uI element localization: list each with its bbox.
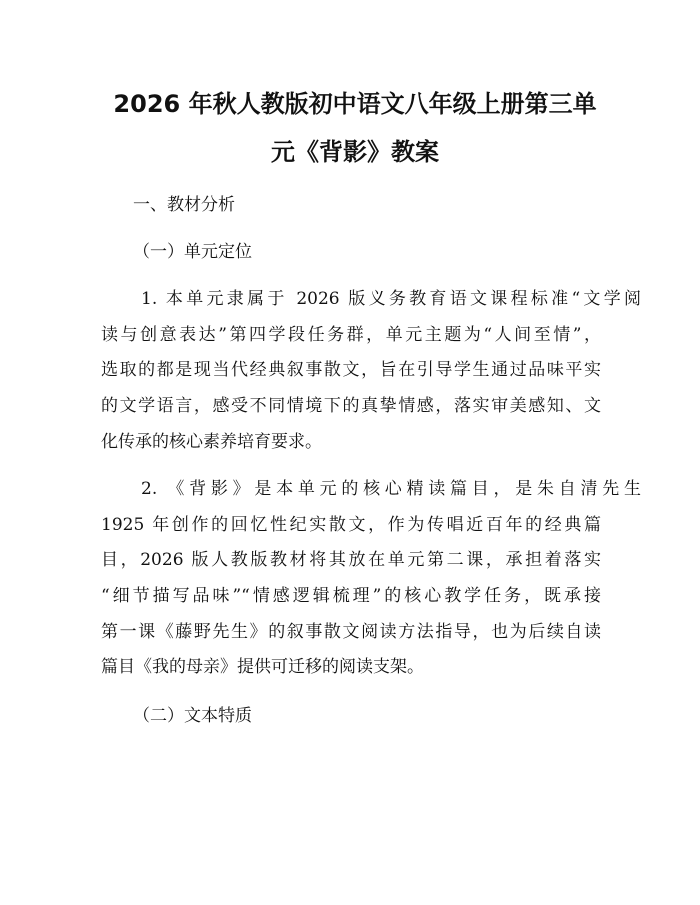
paragraph-line: 化传承的核心素养培育要求。 xyxy=(101,431,322,452)
paragraph-line: 第一课《藤野先生》的叙事散文阅读方法指导，也为后续自读 xyxy=(101,621,601,642)
paragraph-text-position xyxy=(101,477,641,691)
paragraph-line: 2. 《背影》是本单元的核心精读篇目，是朱自清先生 xyxy=(141,479,641,499)
document-title-line-2: 元《背影》教案 xyxy=(271,138,439,166)
paragraph-line: 选取的都是现当代经典叙事散文，旨在引导学生通过品味平实 xyxy=(101,360,601,381)
document-title-line-1: 2026 年秋人教版初中语文八年级上册第三单 xyxy=(113,90,597,118)
paragraph-line: 读与创意表达”第四学段任务群，单元主题为“人间至情”， xyxy=(101,324,601,345)
paragraph-line: “细节描写品味”“情感逻辑梳理”的核心教学任务，既承接 xyxy=(101,586,601,607)
paragraph-unit-positioning xyxy=(101,287,641,465)
section-heading-textbook-analysis: 一、教材分析 xyxy=(133,195,235,215)
subsection-heading-text-features: （二）文本特质 xyxy=(133,706,252,726)
subsection-heading-unit-positioning: （一）单元定位 xyxy=(133,242,252,262)
paragraph-line: 的文学语言，感受不同情境下的真挚情感，落实审美感知、文 xyxy=(101,396,601,417)
paragraph-line: 目，2026 版人教版教材将其放在单元第二课，承担着落实 xyxy=(101,550,601,571)
paragraph-line: 1925 年创作的回忆性纪实散文，作为传唱近百年的经典篇 xyxy=(101,514,601,535)
paragraph-line: 篇目《我的母亲》提供可迁移的阅读支架。 xyxy=(101,657,424,678)
paragraph-line: 1. 本单元隶属于 2026 版义务教育语文课程标准“文学阅 xyxy=(141,289,641,309)
